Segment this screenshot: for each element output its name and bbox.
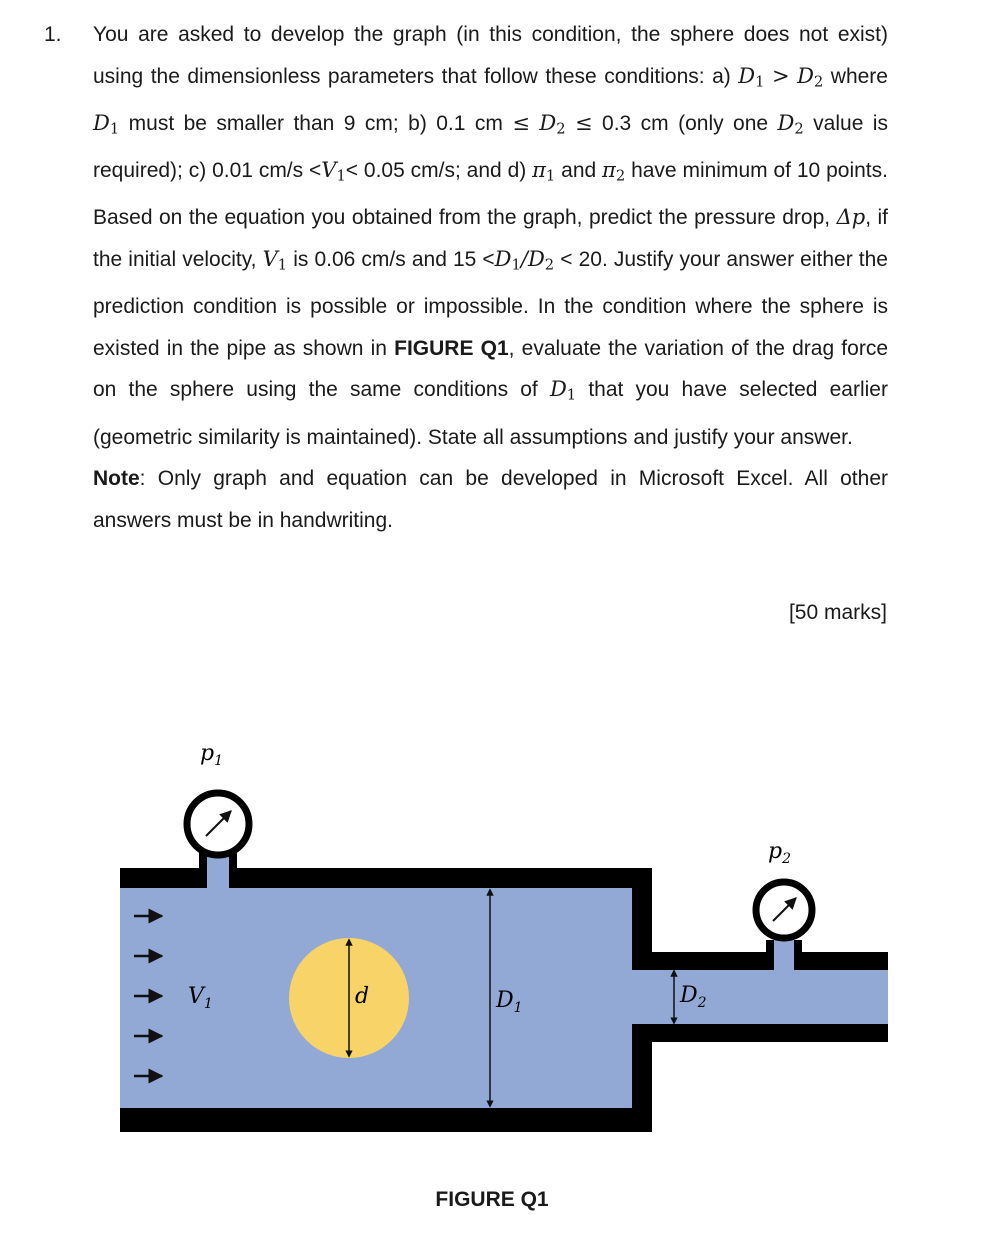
large-pipe-bottom-wall <box>120 1108 652 1132</box>
note-paragraph: Note: Only graph and equation can be developed in Microsoft Excel. All other answers must be in handwriting. <box>93 467 888 532</box>
figure-q1-diagram <box>0 700 1000 1170</box>
small-pipe-top-wall <box>632 940 774 970</box>
figure-caption: FIGURE Q1 <box>435 1188 549 1211</box>
p1-label: $p_1$ <box>200 741 224 769</box>
d1-label: $D_1$ <box>496 988 523 1016</box>
small-pipe-top-wall-right <box>794 940 888 970</box>
question-number: 1. <box>44 23 62 46</box>
v1-label: $V_1$ <box>188 984 213 1012</box>
marks-label: [50 marks] <box>788 601 887 624</box>
question-paragraph: You are asked to develop the graph (in this condition, the sphere does not exist) using the dimensionless parameters that follow these conditions: a) $D_1 > D_2$ where $D_1$ must be smaller than 9 cm; b) 0.1 cm ≤ $D_2 \le 0.3$ cm (only one $D_2$ value is required); c) 0.01 $cm/s <V_1< 0.05$ cm/s; and d) $\pi_1$ and $\pi_2$ have minimum of 10 points. Based on the equation you obtained from the graph, predict the pressure drop, Δp, if the initial velocity, $V_1$ is 0.06 cm/s and $15 <D_1/D_2 < 20$. Justify your answer either the prediction condition is possible or impossible. In the condition where the sphere is existed in the pipe as shown in FIGURE Q1, evaluate the variation of the drag force on the sphere using the same conditions of $D_1$ that you have selected earlier (geometric similarity is maintained). State all assumptions and justify your answer. <box>93 23 888 449</box>
sphere-d-label: d <box>355 984 370 1009</box>
p2-label: $p_2$ <box>768 839 792 867</box>
small-pipe-bottom-wall <box>632 1024 888 1042</box>
large-pipe-top-wall <box>120 850 207 888</box>
question-text <box>93 14 888 541</box>
d2-label: $D_2$ <box>680 983 707 1011</box>
note-label: Note <box>93 467 140 491</box>
figure-reference: FIGURE Q1 <box>394 336 509 360</box>
small-pipe-fluid <box>632 970 888 1024</box>
gauge2-tap-fluid <box>774 940 794 972</box>
